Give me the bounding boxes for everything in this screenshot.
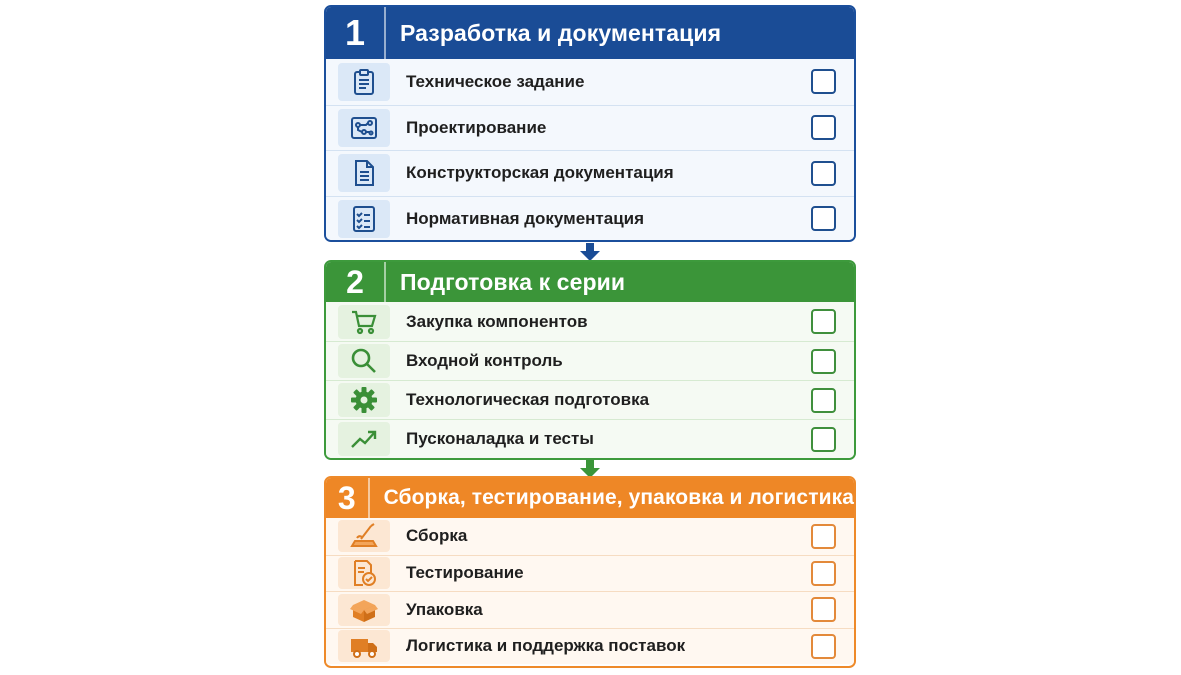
stage-1-number: 1 bbox=[326, 7, 386, 59]
checklist-item bbox=[326, 628, 854, 665]
stage-3-number: 3 bbox=[326, 478, 370, 518]
checklist-item-label: Пусконаладка и тесты bbox=[406, 429, 594, 448]
gear-icon bbox=[338, 383, 390, 417]
checklist-checkbox[interactable] bbox=[811, 349, 836, 374]
checklist-item-label: Сборка bbox=[406, 526, 468, 546]
stage-2-number: 2 bbox=[326, 262, 386, 302]
checklist-item-label: Проектирование bbox=[406, 117, 547, 137]
checklist-item-label: Технологическая подготовка bbox=[406, 390, 650, 409]
box-icon bbox=[338, 594, 390, 626]
soldering-icon bbox=[338, 520, 390, 552]
checklist-item bbox=[326, 302, 854, 341]
stage-1-title: Разработка и документация bbox=[400, 19, 722, 46]
checklist-checkbox[interactable] bbox=[811, 161, 836, 186]
stage-2-title: Подготовка к серии bbox=[400, 268, 626, 295]
checklist-checkbox[interactable] bbox=[811, 634, 836, 659]
stage-2-card bbox=[324, 260, 856, 460]
truck-icon bbox=[338, 630, 390, 662]
checklist-icon bbox=[338, 200, 390, 238]
checklist-item bbox=[326, 380, 854, 419]
checklist-checkbox[interactable] bbox=[811, 69, 836, 94]
checklist-item-label: Входной контроль bbox=[406, 351, 563, 370]
magnifier-icon bbox=[338, 344, 390, 378]
shopping-cart-icon bbox=[338, 305, 390, 339]
document-check-icon bbox=[338, 557, 390, 589]
checklist-item bbox=[326, 196, 854, 242]
checklist-item bbox=[326, 555, 854, 592]
checklist-checkbox[interactable] bbox=[811, 388, 836, 413]
checklist-item-label: Техническое задание bbox=[406, 71, 585, 91]
checklist-checkbox[interactable] bbox=[811, 206, 836, 231]
stage-3-title: Сборка, тестирование, упаковка и логистика bbox=[383, 486, 854, 509]
checklist-checkbox[interactable] bbox=[811, 524, 836, 549]
checklist-checkbox[interactable] bbox=[811, 427, 836, 452]
stage-3-header bbox=[326, 478, 854, 518]
checklist-checkbox[interactable] bbox=[811, 597, 836, 622]
trend-up-icon bbox=[338, 422, 390, 456]
checklist-item bbox=[326, 59, 854, 105]
checklist-item bbox=[326, 105, 854, 151]
checklist-checkbox[interactable] bbox=[811, 561, 836, 586]
stage-3-card bbox=[324, 476, 856, 668]
checklist-checkbox[interactable] bbox=[811, 115, 836, 140]
checklist-checkbox[interactable] bbox=[811, 309, 836, 334]
stage-2-header bbox=[326, 262, 854, 302]
checklist-item-label: Конструкторская документация bbox=[406, 163, 674, 183]
checklist-item bbox=[326, 150, 854, 196]
checklist-item-label: Упаковка bbox=[406, 599, 483, 619]
checklist-item-label: Тестирование bbox=[406, 563, 524, 583]
arrow-down-icon bbox=[579, 243, 601, 261]
circuit-board-icon bbox=[338, 109, 390, 147]
checklist-item-label: Логистика и поддержка поставок bbox=[406, 636, 686, 656]
checklist-item-label: Закупка компонентов bbox=[406, 311, 588, 331]
checklist-item bbox=[326, 591, 854, 628]
checklist-item-label: Нормативная документация bbox=[406, 208, 645, 228]
checklist-item bbox=[326, 518, 854, 555]
stage-1-header bbox=[326, 7, 854, 59]
checklist-item bbox=[326, 419, 854, 458]
stage-1-card bbox=[324, 5, 856, 242]
checklist-item bbox=[326, 341, 854, 380]
clipboard-icon bbox=[338, 63, 390, 101]
document-icon bbox=[338, 154, 390, 192]
